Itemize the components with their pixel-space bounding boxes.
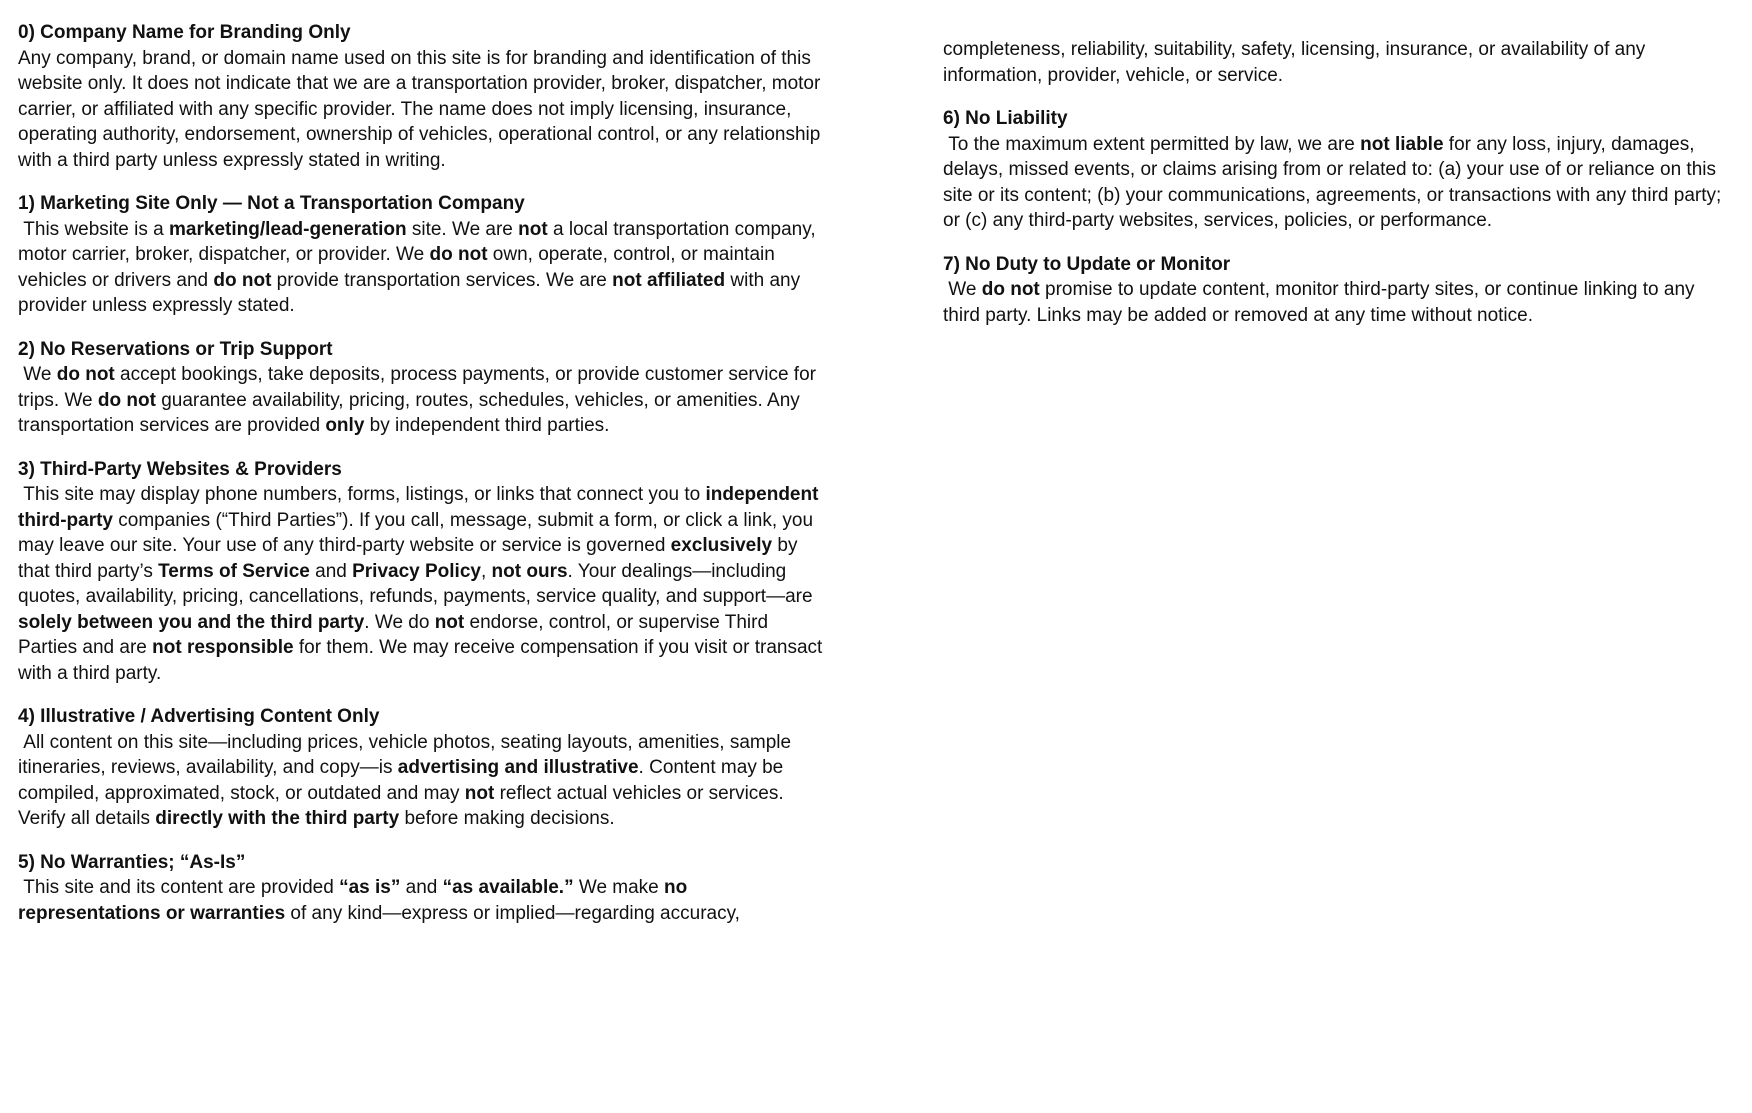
section-s4: 4) Illustrative / Advertising Content Only All content on this site—including prices, vehicle photos, seating layouts, amenities, sample itineraries, reviews, availability, and copy—is advertising and illustrative. Content may be compiled, approximated, stock, or outdated and may not reflect actual vehicles or services. Verify all details directly with the third party before making decisions. [18,706,797,829]
section-heading-s7: 7) No Duty to Update or Monitor [943,253,1231,275]
bold-phrase: do not [97,389,156,411]
bold-phrase: not [518,218,548,240]
bold-phrase: independent third-party [18,484,824,531]
bold-phrase: only [325,415,365,436]
bold-phrase: “as available.” [442,877,574,898]
bold-phrase: Terms of Service [158,560,310,582]
bold-phrase: not responsible [152,637,294,658]
bold-phrase: no representations or warranties [18,877,693,924]
section-heading-s0: 0) Company Name for Branding Only [18,22,351,43]
bold-phrase: directly with the third party [155,808,400,829]
section-s2: 2) No Reservations or Trip Support We do not accept bookings, take deposits, process payments, or provide customer service for trips. We do not guarantee availability, pricing, routes, schedules, vehicles, or amenities. Any transportation services are provided only by independent third parties. [18,338,822,436]
section-heading-s6: 6) No Liability [943,108,1068,129]
bold-phrase: marketing/lead-generation [169,218,407,240]
section-s5a: 5) No Warranties; “As-Is” This site and its content are provided “as is” and “as available.” We make no representations or warranties of any kind—express or implied—regarding accuracy, [18,851,740,924]
bold-phrase: not liable [1360,133,1444,155]
bold-phrase: solely between you and the third party [18,611,365,633]
bold-phrase: advertising and illustrative [397,757,639,778]
section-heading-s1: 1) Marketing Site Only — Not a Transportation Company [18,193,525,214]
bold-phrase: do not [213,269,272,291]
bold-phrase: “as is” [339,877,401,898]
section-s0: 0) Company Name for Branding Only Any company, brand, or domain name used on this site is for branding and identification of this website only. It does not indicate that we are a transportation provider, broker, dispatcher, motor carrier, or affiliated with any specific provider. The name does not imply licensing, insurance, operating authority, endorsement, ownership of vehicles, operational control, or any relationship with a third party unless expressly stated in writing. [18,22,826,171]
section-s3: 3) Third-Party Websites & Providers This site may display phone numbers, forms, listings, or links that connect you to independent third-party companies (“Third Parties”). If you call, message, submit a form, or click a link, you may leave our site. Your use of any third-party website or service is governed exclusively by that third party’s Terms of Service and Privacy Policy, not ours. Your dealings—including quotes, availability, pricing, cancellations, refunds, payments, service quality, and support—are solely between you and the third party. We do not endorse, control, or supervise Third Parties and are not responsible for them. We may receive compensation if you visit or transact with a third party. [18,458,828,684]
section-s1: 1) Marketing Site Only — Not a Transportation Company This website is a marketing/lead-generation site. We are not a local transportation company, motor carrier, broker, dispatcher, or provider. We do not own, operate, control, or maintain vehicles or drivers and do not provide transportation services. We are not affiliated with any provider unless expressly stated. [18,193,821,316]
section-heading-s4: 4) Illustrative / Advertising Content Only [18,706,380,727]
bold-phrase: exclusively [670,535,773,556]
section-s5b: completeness, reliability, suitability, safety, licensing, insurance, or availability of any information, provider, vehicle, or service. [943,39,1651,86]
section-heading-s5a: 5) No Warranties; “As-Is” [18,851,246,873]
section-s6: 6) No Liability To the maximum extent permitted by law, we are not liable for any loss, injury, damages, delays, missed events, or claims arising from or related to: (a) your use of or reliance on this site or its content; (b) your communications, agreements, or transactions with any third party; or (c) any third-party websites, services, policies, or performance. [943,108,1727,231]
bold-phrase: not affiliated [612,269,726,291]
bold-phrase: not [434,611,465,633]
bold-phrase: do not [56,364,115,385]
section-s7: 7) No Duty to Update or Monitor We do not promise to update content, monitor third-party sites, or continue linking to any third party. Links may be added or removed at any time without notice. [943,253,1700,326]
section-heading-s3: 3) Third-Party Websites & Providers [18,458,342,480]
bold-phrase: not ours [491,560,568,582]
left-column [18,20,828,944]
bold-phrase: Privacy Policy [352,560,481,582]
section-heading-s2: 2) No Reservations or Trip Support [18,338,333,360]
bold-phrase: not [464,782,495,804]
right-column [943,20,1735,346]
bold-phrase: do not [429,244,488,265]
bold-phrase: do not [981,279,1040,300]
